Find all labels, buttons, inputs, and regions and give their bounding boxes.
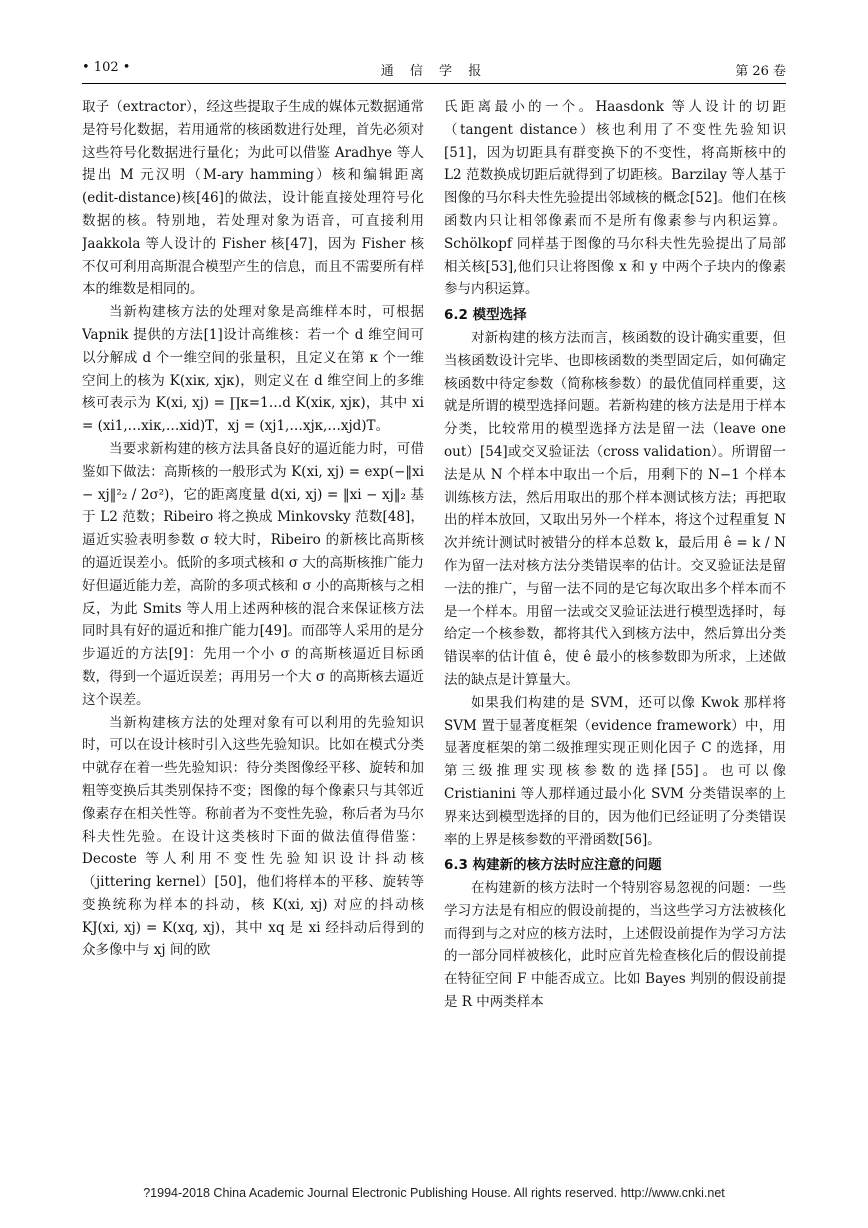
paragraph: 取子（extractor），经这些提取子生成的媒体元数据通常是符号化数据，若用通常的核函数进行处理，首先必须对这些符号化数据进行量化；为此可以借鉴 Aradhye 等人提出 M 元汉明（M-ary hamming）核和编辑距离(edit-distance)核[46]的做法，设计能直接处理符号化数据的核。特别地，若处理对象为语音，可直接利用 Jaakkola 等人设计的 Fisher 核[47]，因为 Fisher 核不仅可利用高斯混合模型产生的信息，而且不需要所有样本的维数是相同的。 (82, 99, 424, 298)
paragraph: 对新构建的核方法而言，核函数的设计确实重要，但当核函数设计完毕、也即核函数的类型固定后，如何确定核函数中待定参数（简称核参数）的最优值同样重要，这就是所谓的模型选择问题。若新构建的核方法是用于样本分类，比较常用的模型选择方法是留一法（leave one out）[54]或交叉验证法（cross validation）。所谓留一法是从 N 个样本中取出一个后，用剩下的 N−1 个样本训练核方法，然后用取出的那个样本测试核方法；再把取出的样本放回，又取出另外一个样本，将这个过程重复 N 次并统计测试时被错分的样本总数 k，最后用 ê = k / N 作为留一法对核方法分类错误率的估计。交叉验证法是留一法的推广，与留一法不同的是它每次取出多个样本而不是一个样本。用留一法或交叉验证法进行模型选择时，每给定一个核参数，都将其代入到核方法中，然后算出分类错误率的估计值 ê，使 ê 最小的核参数即为所求，上述做法的缺点是计算量大。 (444, 329, 786, 688)
copyright-footer: ?1994-2018 China Academic Journal Electronic Publishing House. All rights reserved. http://www.cnki.net (143, 1186, 725, 1200)
paragraph: 当要求新构建的核方法具备良好的逼近能力时，可借鉴如下做法：高斯核的一般形式为 K(xi, xj) = exp(−‖xi − xj‖²₂ / 2σ²)，它的距离度量 d(xi, xj) = ‖xi − xj‖₂ 基于 L2 范数；Ribeiro 将之换成 Minkovsky 范数[48]，逼近实验表明参数 σ 较大时，Ribeiro 的新核比高斯核的逼近误差小。低阶的多项式核和 σ 大的高斯核推广能力好但逼近能力差，高阶的多项式核和 σ 小的高斯核与之相反，为此 Smits 等人用上述两种核的混合来保证核方法同时具有好的逼近和推广能力[49]。而邵等人采用的是分步逼近的方法[9]：先用一个小 σ 的高斯核逼近目标函数，得到一个逼近误差；再用另一个大 σ 的高斯核去逼近这个误差。 (82, 440, 424, 708)
paragraph: 在构建新的核方法时一个特别容易忽视的问题：一些学习方法是有相应的假设前提的，当这些学习方法被核化而得到与之对应的核方法时，上述假设前提作为学习方法的一部分同样被核化，此时应首先检查核化后的假设前提在特征空间 F 中能否成立。比如 Bayes 判别的假设前提是 R 中两类样本 (444, 880, 786, 1011)
page-number: • 102 • (82, 60, 131, 75)
volume-label: 第 26 卷 (735, 64, 786, 79)
left-column (82, 96, 424, 1056)
paragraph: 当新构建核方法的处理对象有可以利用的先验知识时，可以在设计核时引入这些先验知识。比如在模式分类中就存在着一些先验知识：待分类图像经平移、旋转和加粗等变换后其类别保持不变；图像的每个像素只与其邻近像素存在相关性等。称前者为不变性先验，称后者为马尔科夫性先验。在设计这类核时下面的做法值得借鉴：Decoste 等人利用不变性先验知识设计抖动核（jittering kernel）[50]，他们将样本的平移、旋转等变换统称为样本的抖动，核 K(xi, xj) 对应的抖动核 KJ(xi, xj) = K(xq, xj)，其中 xq 是 xi 经抖动后得到的众多像中与 xj 间的欧 (82, 714, 424, 959)
paragraph: 氏距离最小的一个。Haasdonk 等人设计的切距（tangent distance）核也利用了不变性先验知识[51]，因为切距具有群变换下的不变性，将高斯核中的 L2 范数换成切距后就得到了切距核。Barzilay 等人基于图像的马尔科夫性先验提出邻域核的概念[52]。他们在核函数内只让相邻像素而不是所有像素参与内积运算。Schölkopf 同样基于图像的马尔科夫性先验提出了局部相关核[53],他们只让将图像 x 和 y 中两个子块内的像素参与内积运算。 (444, 99, 786, 298)
running-header (82, 60, 786, 80)
section-heading-6-3: 6.3 构建新的核方法时应注意的问题 (444, 857, 662, 874)
paragraph: 如果我们构建的是 SVM，还可以像 Kwok 那样将 SVM 置于显著度框架（evidence framework）中，用显著度框架的第二级推理实现正则化因子 C 的选择，用第三级推理实现核参数的选择[55]。也可以像 Cristianini 等人那样通过最小化 SVM 分类错误率的上界来达到模型选择的目的，因为他们已经证明了分类错误率的上界是核参数的平滑函数[56]。 (444, 694, 786, 848)
header-rule (82, 83, 786, 84)
section-heading-6-2: 6.2 模型选择 (444, 307, 527, 324)
journal-title: 通 信 学 报 (380, 64, 488, 79)
paragraph: 当新构建核方法的处理对象是高维样本时，可根据 Vapnik 提供的方法[1]设计高维核：若一个 d 维空间可以分解成 d 个一维空间的张量积，且定义在第 κ 个一维空间上的核为 K(xiκ, xjκ)，则定义在 d 维空间上的多维核可表示为 K(xi, xj) = ∏κ=1…d K(xiκ, xjκ)，其中 xi = (xi1,…xiκ,…xid)T，xj = (xj1,…xjκ,…xjd)T。 (82, 304, 424, 435)
right-column (444, 96, 786, 1096)
